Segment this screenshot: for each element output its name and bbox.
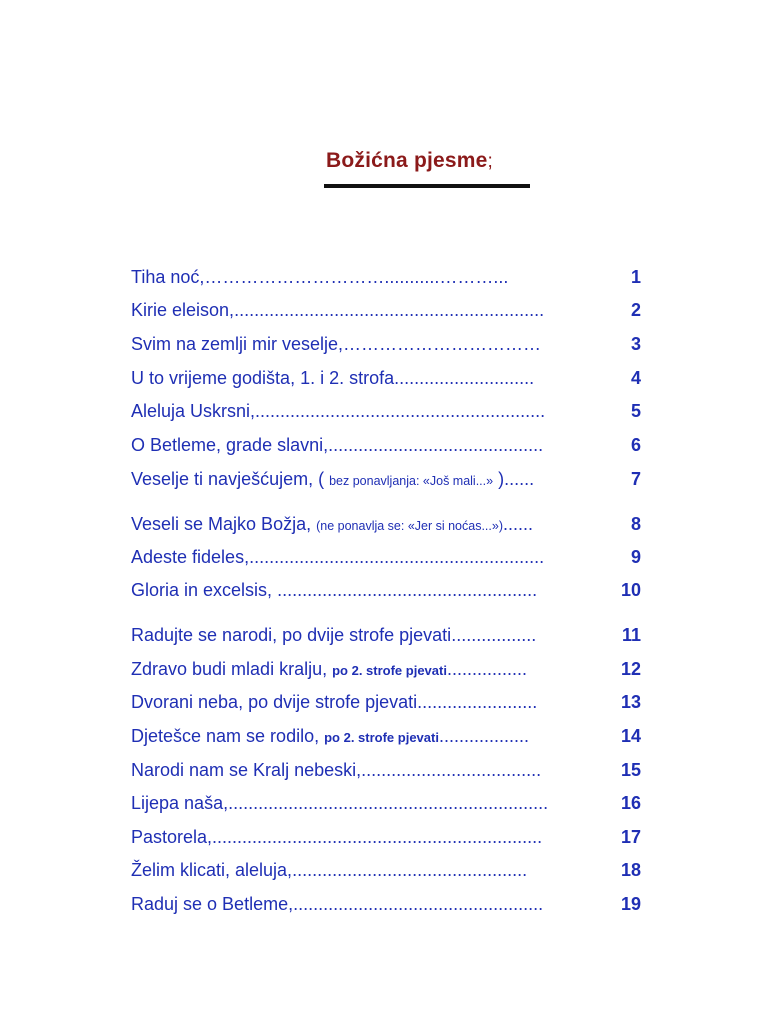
toc-entry-text xyxy=(131,265,508,289)
toc-entry-dots: …………………………...........………... xyxy=(204,267,509,287)
toc-entry-page: 6 xyxy=(630,435,641,455)
toc-entry-dots: .................................................. xyxy=(293,894,544,914)
toc-entry-text xyxy=(131,791,548,815)
toc-entry-page: 2 xyxy=(630,300,641,320)
toc-entry-title: Narodi nam se Kralj nebeski, xyxy=(131,760,362,780)
toc-entry xyxy=(131,825,641,849)
toc-entry-title: Dvorani neba, po dvije strofe pjevati xyxy=(131,692,418,712)
toc-entry-dots: .................. xyxy=(438,726,529,746)
toc-entry xyxy=(131,366,641,390)
toc-entry-text xyxy=(131,657,527,683)
toc-entry-dots: ............................ xyxy=(394,368,535,388)
page-title xyxy=(326,146,530,177)
toc-entry xyxy=(131,791,641,815)
toc-entry-dots: ........................................... xyxy=(328,435,544,455)
toc-entry-dots: )...... xyxy=(493,469,535,489)
toc-entry-dots: ............................................... xyxy=(292,860,528,880)
toc-entry-title: Aleluja Uskrsni, xyxy=(131,401,256,421)
toc-entry-dots: .......................................................... xyxy=(255,401,546,421)
toc-entry xyxy=(131,892,641,916)
toc-entry-page: 10 xyxy=(620,580,641,600)
toc-entry-text xyxy=(131,433,543,457)
toc-entry-page: 13 xyxy=(620,692,641,712)
toc-entry-dots: ........................................................... xyxy=(249,547,545,567)
toc-entry-text xyxy=(131,858,527,882)
toc-entry-text xyxy=(131,623,536,647)
toc-entry-dots: .................................................................. xyxy=(212,827,543,847)
toc-entry-title: Pastorela, xyxy=(131,827,213,847)
toc-entry xyxy=(131,623,641,647)
toc-entry-page: 8 xyxy=(630,514,641,534)
toc-entry xyxy=(131,512,641,536)
toc-entry-note: (ne ponavlja se: «Jer si noćas...») xyxy=(316,519,503,533)
toc-entry-title: Adeste fideles, xyxy=(131,547,250,567)
page-title-text: Božićna pjesme xyxy=(326,149,488,172)
toc-entry-text xyxy=(131,825,542,849)
toc-entry-title: U to vrijeme godišta, 1. i 2. strofa xyxy=(131,368,395,388)
toc-entry-title: Veselje ti navješćujem, ( xyxy=(131,469,330,489)
toc-entry-page: 3 xyxy=(630,334,641,354)
toc-entry-dots: .................................................... xyxy=(277,580,538,600)
toc-entry-note: bez ponavljanja: «Još mali...» xyxy=(329,474,494,488)
toc-entry-page: 14 xyxy=(620,726,641,746)
toc-entry-dots: .................................... xyxy=(361,760,542,780)
toc-entry-title: Gloria in excelsis, xyxy=(131,580,278,600)
toc-entry-page: 18 xyxy=(620,860,641,880)
toc-entry xyxy=(131,399,641,423)
toc-entry-title: Zdravo budi mladi kralju, xyxy=(131,659,333,679)
toc-entry-title: O Betleme, grade slavni, xyxy=(131,435,329,455)
toc-entry xyxy=(131,545,641,569)
toc-entry-title: Raduj se o Betleme, xyxy=(131,894,294,914)
toc-entry-title: Djetešce nam se rodilo, xyxy=(131,726,325,746)
toc-entry-title: Lijepa naša, xyxy=(131,793,229,813)
toc-entry-text xyxy=(131,724,529,750)
toc-entry-dots: ................. xyxy=(451,625,537,645)
toc-entry-dots: ...... xyxy=(503,514,534,534)
title-underline xyxy=(324,184,530,188)
toc-entry-text xyxy=(131,578,537,602)
toc-entry-dots: ................ xyxy=(446,659,527,679)
toc-entry-title: Tiha noć, xyxy=(131,267,205,287)
toc-entry-text xyxy=(131,366,534,390)
toc-entry-dots: ........................ xyxy=(417,692,538,712)
toc-entry-text xyxy=(131,512,533,538)
toc-entry-title: Veseli se Majko Božja, xyxy=(131,514,317,534)
title-block xyxy=(326,146,530,177)
toc-entry-title: Radujte se narodi, po dvije strofe pjevati xyxy=(131,625,452,645)
toc-entry-page: 9 xyxy=(630,547,641,567)
page-title-suffix: ; xyxy=(487,151,494,172)
toc-entry xyxy=(131,433,641,457)
toc-entry-title: Želim klicati, aleluja, xyxy=(131,860,293,880)
toc-entry xyxy=(131,578,641,602)
toc-entry-dots: ................................................................ xyxy=(228,793,549,813)
toc-entry-page: 5 xyxy=(630,401,641,421)
toc-entry xyxy=(131,690,641,714)
toc-entry xyxy=(131,858,641,882)
toc-entry-page: 15 xyxy=(620,760,641,780)
toc-entry-text xyxy=(131,467,534,493)
toc-entry xyxy=(131,467,641,491)
toc-entry-page: 7 xyxy=(630,469,641,489)
toc-entry-text xyxy=(131,892,543,916)
toc-entry-dots: …………………………… xyxy=(343,334,542,354)
toc-entry-note: po 2. strofe pjevati xyxy=(324,730,439,745)
toc-entry-title: Svim na zemlji mir veselje, xyxy=(131,334,344,354)
toc-entry xyxy=(131,332,641,356)
toc-entry-title: Kirie eleison, xyxy=(131,300,235,320)
toc-entry-page: 1 xyxy=(630,267,641,287)
toc-entry-text xyxy=(131,690,537,714)
toc-entry-text xyxy=(131,758,541,782)
toc-entry-text xyxy=(131,332,541,356)
toc-entry-page: 4 xyxy=(630,368,641,388)
toc-entry-text xyxy=(131,399,545,423)
toc-entry-page: 16 xyxy=(620,793,641,813)
toc-entry-text xyxy=(131,545,544,569)
toc-entry xyxy=(131,298,641,322)
toc-entry xyxy=(131,657,641,681)
toc-entry-page: 11 xyxy=(621,625,641,645)
toc-entry-dots: .............................................................. xyxy=(234,300,545,320)
toc-entry xyxy=(131,265,641,289)
toc-entry-page: 19 xyxy=(620,894,641,914)
toc-entry-text xyxy=(131,298,544,322)
toc-entry-page: 12 xyxy=(620,659,641,679)
toc-entry-note: po 2. strofe pjevati xyxy=(332,663,447,678)
toc-entry-page: 17 xyxy=(620,827,641,847)
toc-entry xyxy=(131,724,641,748)
toc-entry xyxy=(131,758,641,782)
